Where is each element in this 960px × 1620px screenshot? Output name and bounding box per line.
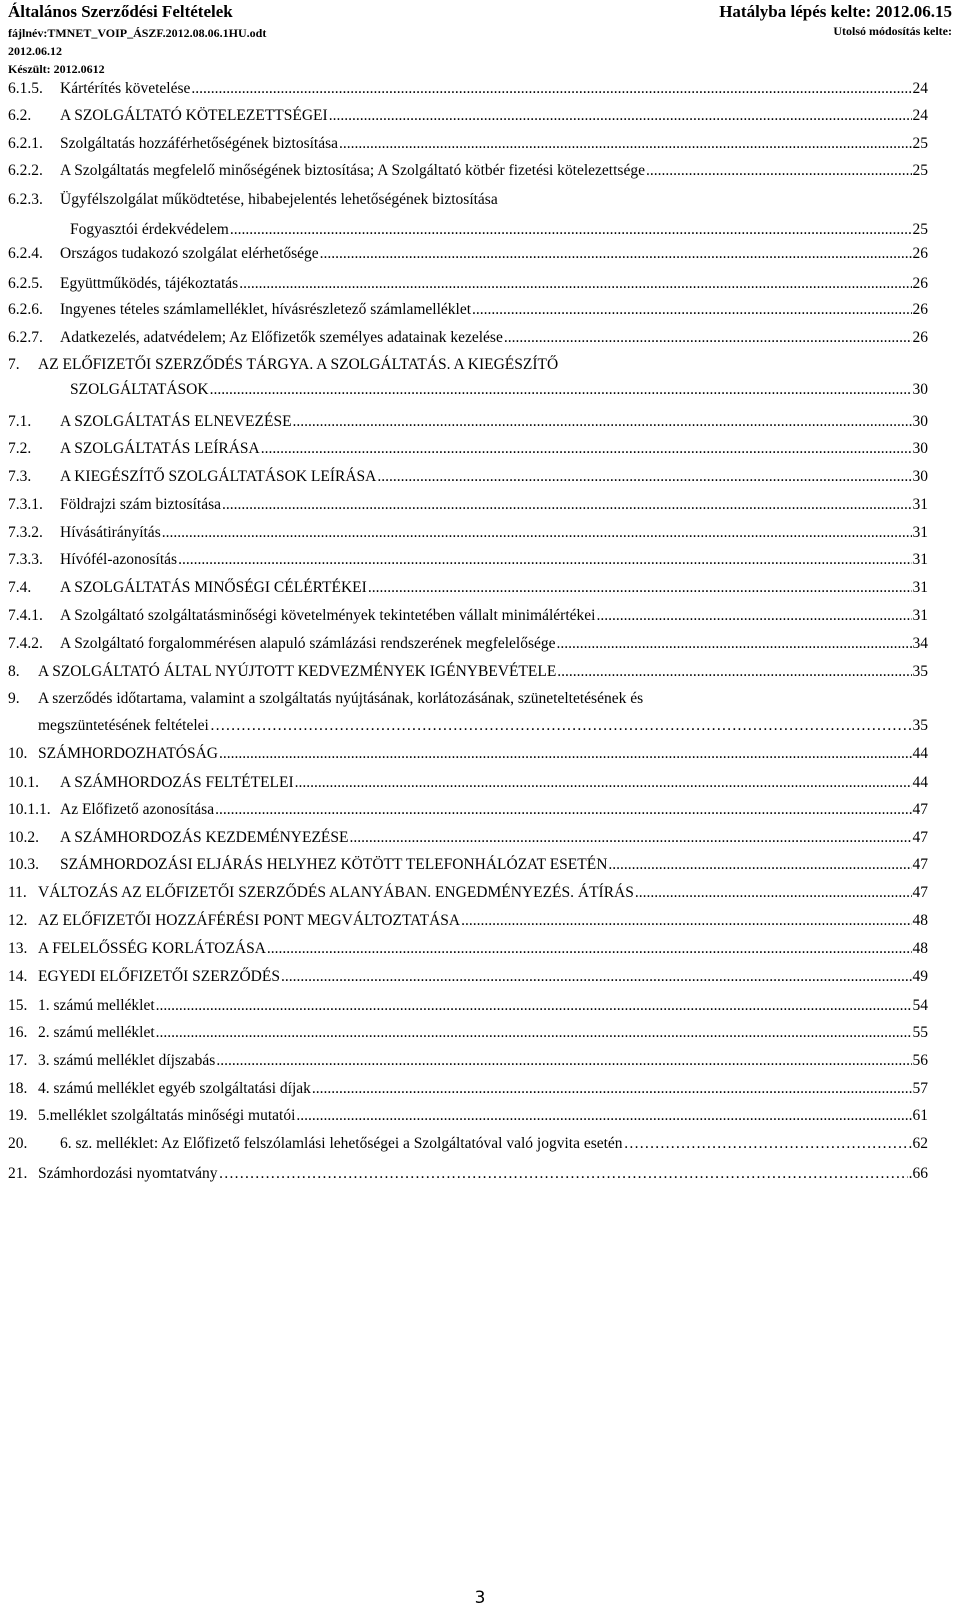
toc-entry-title: Hívófél-azonosítás bbox=[60, 551, 178, 568]
toc-entry[interactable] bbox=[8, 413, 928, 439]
toc-leader-dots bbox=[156, 1024, 912, 1042]
toc-entry-title: Fogyasztói érdekvédelem bbox=[70, 221, 229, 238]
toc-entry-page: 30 bbox=[912, 468, 928, 485]
toc-entry-title: A FELELŐSSÉG KORLÁTOZÁSA bbox=[38, 940, 266, 957]
toc-entry-page: 47 bbox=[912, 829, 928, 846]
toc-leader-dots bbox=[596, 607, 911, 625]
toc-entry-page: 26 bbox=[912, 329, 928, 346]
toc-entry-page: .66 bbox=[908, 1165, 928, 1182]
toc-entry-title: A SZOLGÁLTATÁS LEÍRÁSA bbox=[60, 440, 260, 457]
toc-entry[interactable] bbox=[8, 774, 928, 800]
toc-entry-title: 5.melléklet szolgáltatás minőségi mutatói bbox=[38, 1107, 296, 1124]
toc-entry-title: A SZOLGÁLTATÓ KÖTELEZETTSÉGEI bbox=[60, 107, 328, 124]
toc-entry-number: 16. bbox=[8, 1024, 28, 1041]
toc-leader-dots bbox=[210, 381, 912, 399]
toc-entry[interactable] bbox=[8, 381, 928, 407]
toc-entry-number: 6.2.7. bbox=[8, 329, 43, 346]
toc-entry-number: 6.2.5. bbox=[8, 275, 43, 292]
toc-leader-dots bbox=[461, 912, 911, 930]
toc-entry-title: 1. számú melléklet bbox=[38, 997, 155, 1014]
toc-entry-title: Ügyfélszolgálat működtetése, hibabejelentés lehetőségének biztosítása bbox=[60, 191, 498, 208]
toc-entry-number: 6.1.5. bbox=[8, 80, 43, 97]
toc-entry-number: 6.2. bbox=[8, 107, 32, 124]
toc-leader-dots bbox=[219, 1165, 908, 1183]
toc-entry[interactable] bbox=[8, 940, 928, 966]
toc-entry[interactable] bbox=[8, 912, 928, 938]
effective-date: Hatályba lépés kelte: 2012.06.15 bbox=[719, 2, 952, 21]
toc-entry[interactable] bbox=[8, 496, 928, 522]
toc-leader-dots bbox=[557, 635, 912, 653]
toc-entry[interactable] bbox=[8, 1165, 928, 1191]
toc-entry-title: A Szolgáltatás megfelelő minőségének biztosítása; A Szolgáltató kötbér fizetési kötelezettsége bbox=[60, 162, 645, 179]
toc-entry[interactable] bbox=[8, 690, 928, 716]
toc-entry-number: 9. bbox=[8, 690, 20, 707]
toc-entry-page: 25 bbox=[912, 135, 928, 152]
toc-entry-page: 31 bbox=[912, 496, 928, 513]
toc-entry[interactable] bbox=[8, 801, 928, 827]
toc-entry-page: 48 bbox=[912, 940, 928, 957]
toc-leader-dots bbox=[296, 1107, 911, 1125]
toc-entry[interactable] bbox=[8, 856, 928, 882]
toc-leader-dots bbox=[222, 496, 912, 514]
toc-leader-dots bbox=[557, 663, 911, 681]
toc-entry-title: A SZOLGÁLTATÁS ELNEVEZÉSE bbox=[60, 413, 292, 430]
toc-entry[interactable] bbox=[8, 607, 928, 633]
toc-leader-dots bbox=[368, 579, 912, 597]
toc-leader-dots bbox=[329, 107, 912, 125]
toc-entry[interactable] bbox=[8, 968, 928, 994]
toc-entry-page: 62 bbox=[912, 1135, 928, 1152]
toc-entry-page: 26 bbox=[912, 275, 928, 292]
toc-entry[interactable] bbox=[8, 135, 928, 161]
toc-leader-dots bbox=[178, 551, 911, 569]
toc-entry[interactable] bbox=[8, 1052, 928, 1078]
modified-date: 2012.06.12 bbox=[8, 44, 62, 58]
toc-entry-page: 30 bbox=[912, 413, 928, 430]
toc-entry[interactable] bbox=[8, 191, 928, 217]
toc-leader-dots bbox=[267, 940, 912, 958]
toc-entry-page: 30 bbox=[912, 381, 928, 398]
toc-entry-number: 14. bbox=[8, 968, 28, 985]
toc-entry[interactable] bbox=[8, 829, 928, 855]
toc-entry-title: Szolgáltatás hozzáférhetőségének biztosítása bbox=[60, 135, 339, 152]
toc-entry-page: 25 bbox=[912, 162, 928, 179]
toc-entry-title: SZÁMHORDOZÁSI ELJÁRÁS HELYHEZ KÖTÖTT TELEFONHÁLÓZAT ESETÉN bbox=[60, 856, 608, 873]
toc-entry-number: 10.1.1. bbox=[8, 801, 51, 818]
toc-entry[interactable] bbox=[8, 440, 928, 466]
toc-entry-page: 35 bbox=[912, 717, 928, 734]
toc-entry[interactable] bbox=[8, 1135, 928, 1161]
toc-entry[interactable] bbox=[8, 663, 928, 689]
file-name: fájlnév:TMNET_VOIP_ÁSZF.2012.08.06.1HU.odt bbox=[8, 26, 267, 40]
toc-entry-title: Adatkezelés, adatvédelem; Az Előfizetők személyes adatainak kezelése bbox=[60, 329, 503, 346]
toc-entry-title: Országos tudakozó szolgálat elérhetősége bbox=[60, 245, 319, 262]
toc-entry-number: 7.3.1. bbox=[8, 496, 43, 513]
toc-entry-title: EGYEDI ELŐFIZETŐI SZERZŐDÉS bbox=[38, 968, 280, 985]
toc-entry-title: A SZÁMHORDOZÁS KEZDEMÉNYEZÉSE bbox=[60, 829, 349, 846]
toc-entry[interactable] bbox=[8, 717, 928, 743]
toc-entry-number: 7.4.2. bbox=[8, 635, 43, 652]
toc-leader-dots bbox=[216, 1052, 911, 1070]
toc-leader-dots bbox=[215, 801, 911, 819]
toc-entry-number: 10.3. bbox=[8, 856, 39, 873]
toc-entry[interactable] bbox=[8, 80, 928, 106]
toc-entry[interactable] bbox=[8, 275, 928, 301]
toc-entry-number: 12. bbox=[8, 912, 28, 929]
toc-entry-number: 6.2.4. bbox=[8, 245, 43, 262]
toc-entry-number: 7. bbox=[8, 356, 20, 373]
toc-leader-dots bbox=[281, 968, 912, 986]
toc-leader-dots bbox=[472, 301, 912, 319]
toc-entry-number: 10.1. bbox=[8, 774, 39, 791]
toc-leader-dots bbox=[239, 275, 911, 293]
toc-entry-number: 7.4.1. bbox=[8, 607, 43, 624]
toc-entry-number: 10. bbox=[8, 745, 28, 762]
created-date: Készült: 2012.0612 bbox=[8, 62, 105, 76]
toc-entry-title: AZ ELŐFIZETŐI SZERZŐDÉS TÁRGYA. A SZOLGÁLTATÁS. A KIEGÉSZÍTŐ bbox=[38, 356, 559, 373]
toc-entry-page: 31 bbox=[912, 607, 928, 624]
toc-entry-number: 20. bbox=[8, 1135, 28, 1152]
toc-leader-dots bbox=[191, 80, 911, 98]
toc-entry-page: 24 bbox=[912, 107, 928, 124]
toc-leader-dots bbox=[339, 135, 911, 153]
toc-entry[interactable] bbox=[8, 745, 928, 771]
toc-entry-title: 6. sz. melléklet: Az Előfizető felszólamlási lehetőségei a Szolgáltatóval való jogvita esetén bbox=[60, 1135, 623, 1152]
toc-leader-dots bbox=[349, 829, 911, 847]
toc-entry-page: 47 bbox=[912, 856, 928, 873]
toc-entry-title: Együttműködés, tájékoztatás bbox=[60, 275, 239, 292]
modified-label: Utolsó módosítás kelte: bbox=[833, 24, 952, 38]
toc-entry-page: 57 bbox=[912, 1080, 928, 1097]
toc-entry[interactable] bbox=[8, 635, 928, 661]
toc-entry-number: 13. bbox=[8, 940, 28, 957]
toc-entry[interactable] bbox=[8, 1080, 928, 1106]
toc-entry-title: Számhordozási nyomtatvány bbox=[38, 1165, 218, 1182]
toc-entry-title: SZOLGÁLTATÁSOK bbox=[70, 381, 209, 398]
toc-entry[interactable] bbox=[8, 221, 928, 247]
toc-entry-number: 6.2.3. bbox=[8, 191, 43, 208]
toc-leader-dots bbox=[504, 329, 912, 347]
toc-entry-number: 7.3. bbox=[8, 468, 32, 485]
toc-entry-page: 26 bbox=[912, 301, 928, 318]
toc-entry-title: SZÁMHORDOZHATÓSÁG bbox=[38, 745, 218, 762]
toc-entry-title: 4. számú melléklet egyéb szolgáltatási díjak bbox=[38, 1080, 311, 1097]
toc-entry[interactable] bbox=[8, 1024, 928, 1050]
toc-leader-dots bbox=[312, 1080, 912, 1098]
toc-entry[interactable] bbox=[8, 245, 928, 271]
toc-entry-page: 55 bbox=[912, 1024, 928, 1041]
toc-leader-dots bbox=[219, 745, 912, 763]
toc-leader-dots bbox=[646, 162, 912, 180]
toc-leader-dots bbox=[635, 884, 912, 902]
toc-entry[interactable] bbox=[8, 997, 928, 1023]
toc-entry-number: 6.2.6. bbox=[8, 301, 43, 318]
toc-leader-dots bbox=[162, 524, 912, 542]
toc-entry-number: 19. bbox=[8, 1107, 28, 1124]
toc-leader-dots bbox=[608, 856, 911, 874]
toc-entry-page: 31 bbox=[912, 524, 928, 541]
toc-entry-title: A Szolgáltató forgalommérésen alapuló számlázási rendszerének megfelelősége bbox=[60, 635, 556, 652]
toc-leader-dots bbox=[261, 440, 912, 458]
toc-entry-number: 7.3.2. bbox=[8, 524, 43, 541]
toc-leader-dots bbox=[320, 245, 912, 263]
toc-entry-number: 15. bbox=[8, 997, 28, 1014]
toc-leader-dots bbox=[293, 413, 912, 431]
toc-entry-page: 31 bbox=[912, 551, 928, 568]
toc-entry-number: 7.2. bbox=[8, 440, 32, 457]
toc-entry-page: 61 bbox=[912, 1107, 928, 1124]
toc-entry-title: A KIEGÉSZÍTŐ SZOLGÁLTATÁSOK LEÍRÁSA bbox=[60, 468, 377, 485]
toc-entry-page: 49 bbox=[912, 968, 928, 985]
toc-leader-dots bbox=[210, 717, 912, 735]
toc-entry-title: Ingyenes tételes számlamelléklet, hívásrészletező számlamelléklet bbox=[60, 301, 471, 318]
toc-entry-title: 3. számú melléklet díjszabás bbox=[38, 1052, 216, 1069]
page-header bbox=[8, 0, 952, 80]
toc-entry[interactable] bbox=[8, 468, 928, 494]
toc-entry-title: VÁLTOZÁS AZ ELŐFIZETŐI SZERZŐDÉS ALANYÁBAN. ENGEDMÉNYEZÉS. ÁTÍRÁS bbox=[38, 884, 634, 901]
toc-entry[interactable] bbox=[8, 551, 928, 577]
toc-leader-dots bbox=[624, 1135, 912, 1153]
toc-entry-title: Kártérítés követelése bbox=[60, 80, 191, 97]
toc-leader-dots bbox=[295, 774, 912, 792]
toc-entry-page: 31 bbox=[912, 579, 928, 596]
toc-entry-title: A SZOLGÁLTATÓ ÁLTAL NYÚJTOTT KEDVEZMÉNYEK IGÉNYBEVÉTELE bbox=[38, 663, 557, 680]
toc-entry-number: 18. bbox=[8, 1080, 28, 1097]
toc-entry-number: 8. bbox=[8, 663, 20, 680]
toc-entry-title: A SZÁMHORDOZÁS FELTÉTELEI bbox=[60, 774, 294, 791]
toc-entry-page: 44 bbox=[912, 745, 928, 762]
toc-entry-page: 34 bbox=[912, 635, 928, 652]
toc-entry-page: 30 bbox=[912, 440, 928, 457]
toc-entry-title: AZ ELŐFIZETŐI HOZZÁFÉRÉSI PONT MEGVÁLTOZTATÁSA bbox=[38, 912, 461, 929]
toc-entry-title: Földrajzi szám biztosítása bbox=[60, 496, 221, 513]
toc-entry-page: 48 bbox=[912, 912, 928, 929]
toc-entry[interactable] bbox=[8, 884, 928, 910]
toc-entry-title: A SZOLGÁLTATÁS MINŐSÉGI CÉLÉRTÉKEI bbox=[60, 579, 367, 596]
toc-entry-number: 6.2.1. bbox=[8, 135, 43, 152]
toc-leader-dots bbox=[156, 997, 912, 1015]
toc-entry-page: 47 bbox=[912, 801, 928, 818]
page-number: 3 bbox=[474, 1588, 486, 1608]
toc-leader-dots bbox=[377, 468, 911, 486]
toc-entry-number: 7.3.3. bbox=[8, 551, 43, 568]
header-meta bbox=[8, 24, 266, 78]
toc-entry[interactable] bbox=[8, 579, 928, 605]
toc-entry[interactable] bbox=[8, 356, 928, 382]
toc-entry-page: 25 bbox=[912, 221, 928, 238]
toc-entry-page: 56 bbox=[912, 1052, 928, 1069]
toc-entry-number: 11. bbox=[8, 884, 27, 901]
toc-entry-title: A Szolgáltató szolgáltatásminőségi követelmények tekintetében vállalt minimálértékei bbox=[60, 607, 596, 624]
toc-entry-title: 2. számú melléklet bbox=[38, 1024, 155, 1041]
toc-leader-dots bbox=[230, 221, 912, 239]
toc-entry[interactable] bbox=[8, 301, 928, 327]
toc-entry-number: 7.1. bbox=[8, 413, 32, 430]
toc-entry[interactable] bbox=[8, 107, 928, 133]
toc-entry-page: 44 bbox=[912, 774, 928, 791]
document-title: Általános Szerződési Feltételek bbox=[8, 2, 233, 21]
toc-entry-page: 24 bbox=[912, 80, 928, 97]
toc-entry-number: 21. bbox=[8, 1165, 28, 1182]
toc-entry-title: Az Előfizető azonosítása bbox=[60, 801, 215, 818]
toc-entry-page: 54 bbox=[912, 997, 928, 1014]
toc-entry[interactable] bbox=[8, 1107, 928, 1133]
toc-entry[interactable] bbox=[8, 162, 928, 188]
toc-entry-title: A szerződés időtartama, valamint a szolgáltatás nyújtásának, korlátozásának, szüneteltetésének és bbox=[38, 690, 644, 707]
toc-entry[interactable] bbox=[8, 524, 928, 550]
toc-entry-page: 26 bbox=[912, 245, 928, 262]
toc-entry-number: 6.2.2. bbox=[8, 162, 43, 179]
toc-entry-number: 10.2. bbox=[8, 829, 39, 846]
toc-entry-title: Hívásátirányítás bbox=[60, 524, 161, 541]
toc-entry-title: megszüntetésének feltételei bbox=[38, 717, 209, 734]
toc-entry[interactable] bbox=[8, 329, 928, 355]
toc-entry-page: 35 bbox=[912, 663, 928, 680]
toc-entry-page: 47 bbox=[912, 884, 928, 901]
toc-entry-number: 7.4. bbox=[8, 579, 32, 596]
toc-entry-number: 17. bbox=[8, 1052, 28, 1069]
